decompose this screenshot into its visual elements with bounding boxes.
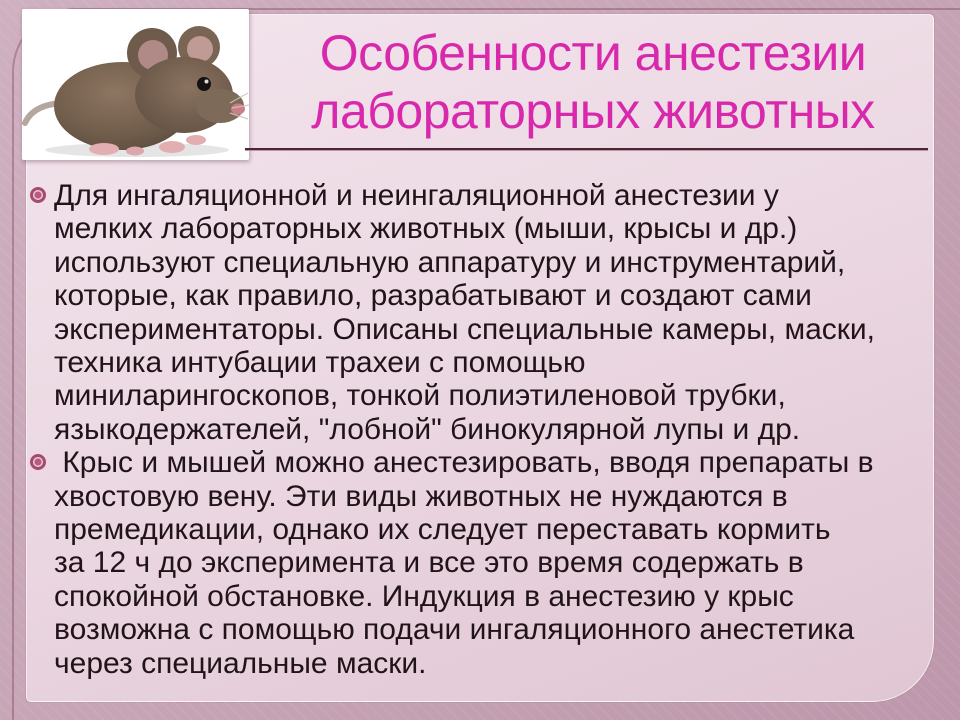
body-text-line: премедикации, однако их следует переставать кормить xyxy=(54,513,831,547)
slide-title-line2: лабораторных животных xyxy=(311,83,875,139)
body-text-line: за 12 ч до эксперимента и все это время содержать в xyxy=(54,546,804,580)
body-text-line: миниларингоскопов, тонкой полиэтиленовой трубки, xyxy=(54,379,786,413)
body-text-line: хвостовую вену. Эти виды животных не нуждаются в xyxy=(54,479,788,513)
body-text-line: которые, как правило, разрабатывают и создают сами xyxy=(54,279,812,313)
body-text-line: Для ингаляционной и неингаляционной анестезии у xyxy=(54,179,779,212)
body-text-line: через специальные маски. xyxy=(54,646,427,680)
body-text-line: мелких лабораторных животных (мыши, крысы и др.) xyxy=(54,212,798,246)
slide-title xyxy=(255,24,931,140)
body-text-line: спокойной обстановке. Индукция в анестезию у крыс xyxy=(54,579,794,613)
bullet-item xyxy=(30,179,932,446)
body-text-line: используют специальную аппаратуру и инструментарий, xyxy=(54,245,846,279)
body-text-line: экспериментаторы. Описаны специальные камеры, маски, xyxy=(54,312,876,346)
body-text-line: языкодержателей, "лобной" бинокулярной лупы и др. xyxy=(54,412,801,446)
bullet-item xyxy=(30,446,932,680)
mouse-illustration xyxy=(22,9,249,160)
body-text-line: Крыс и мышей можно анестезировать, вводя препараты в xyxy=(54,446,874,480)
body-text-line: возможна с помощью подачи ингаляционного анестетика xyxy=(54,613,855,647)
title-underline xyxy=(245,148,928,151)
mouse-photo xyxy=(22,9,249,160)
bullet-icon xyxy=(30,187,46,203)
body-text-line: техника интубации трахеи с помощью xyxy=(54,346,586,380)
bullet-list xyxy=(30,179,932,680)
slide-title-line1: Особенности анестезии xyxy=(319,25,867,81)
bullet-icon xyxy=(30,454,46,470)
